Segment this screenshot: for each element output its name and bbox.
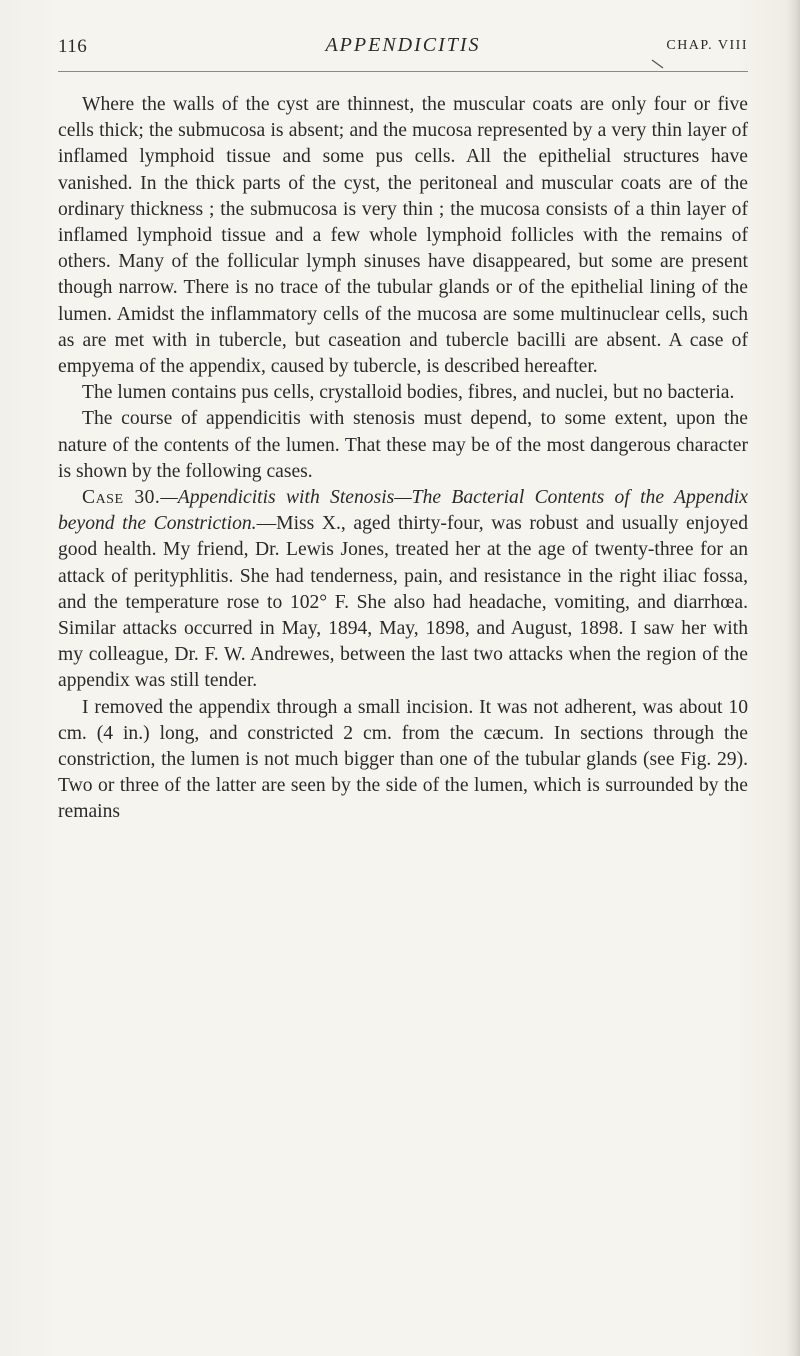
case-number: Case 30.	[82, 487, 161, 509]
page-edge-shadow	[786, 0, 800, 1356]
running-title: APPENDICITIS	[325, 34, 481, 56]
case-paragraph	[58, 485, 748, 695]
case-text: —Miss X., aged thirty-four, was robust and usually enjoyed good health. My friend, Dr. Lewis Jones, treated her at the age of twenty-three for an attack of perityphlitis. She had tenderness, pain, and resistance in the right iliac fossa, and the temperature rose to 102° F. She also had headache, vomiting, and diarrhœa. Similar attacks occurred in May, 1894, May, 1898, and August, 1898. I saw her with my colleague, Dr. F. W. Andrewes, between the last two attacks when the region of the appendix was still tender.	[58, 513, 748, 692]
page-number: 116	[58, 36, 88, 57]
case-title: —Appendicitis with Stenosis—The Bacterial Contents of the Appendix beyond the Constriction.	[58, 487, 748, 535]
print-mark-icon	[650, 58, 666, 70]
header-rule	[58, 71, 748, 72]
chapter-label: CHAP. VIII	[666, 38, 748, 53]
paragraph-cyst-walls: Where the walls of the cyst are thinnest, the muscular coats are only four or five cells thick; the submucosa is absent; and the mucosa represented by a very thin layer of inflamed lymphoid tissue and some pus cells. All the epithelial structures have vanished. In the thick parts of the cyst, the peritoneal and muscular coats are of the ordinary thickness ; the submucosa is very thin ; the mucosa consists of a thin layer of inflamed lymphoid tissue and a few whole lymphoid follicles with the remains of others. Many of the follicular lymph sinuses have disappeared, but some are present though narrow. There is no trace of the tubular glands or of the epithelial lining of the lumen. Amidst the inflammatory cells of the mucosa are some multinuclear cells, such as are met with in tubercle, but caseation and tubercle bacilli are absent. A case of empyema of the appendix, caused by tubercle, is described hereafter.	[58, 94, 748, 378]
paragraph-removal: I removed the appendix through a small incision. It was not adherent, was about 10 cm. (4 in.) long, and constricted 2 cm. from the cæcum. In sections through the constriction, the lumen is not much bigger than one of the tubular glands (see Fig. 29). Two or three of the latter are seen by the side of the lumen, which is surrounded by the remains	[58, 696, 748, 823]
paragraph-course: The course of appendicitis with stenosis must depend, to some extent, upon the nature of the contents of the lumen. That these may be of the most dangerous character is shown by the following cases.	[58, 408, 748, 482]
page-body	[58, 92, 748, 826]
paragraph-lumen-contents: The lumen contains pus cells, crystalloid bodies, fibres, and nuclei, but no bacteria.	[82, 382, 735, 404]
running-header	[58, 34, 748, 60]
